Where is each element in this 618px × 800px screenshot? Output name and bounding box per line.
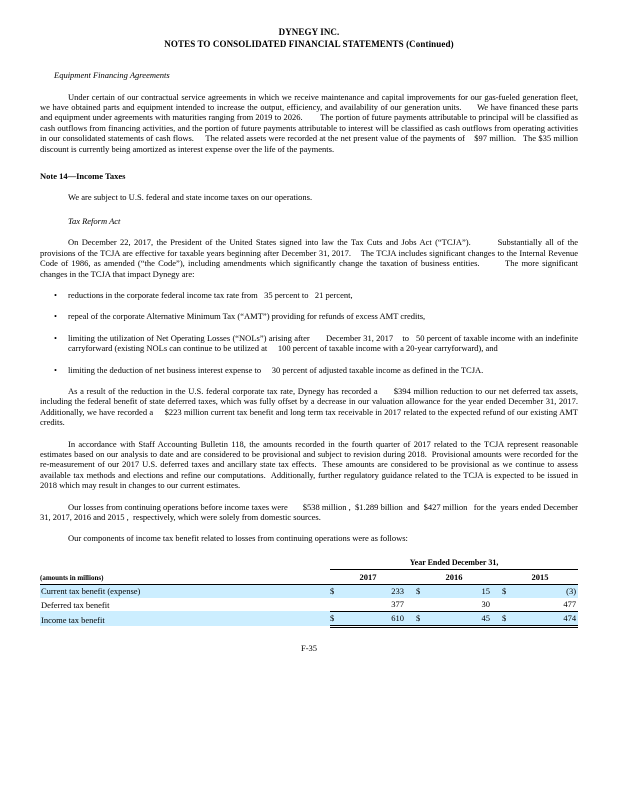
document-header — [40, 26, 578, 50]
table-group-header: Year Ended December 31, — [330, 557, 578, 570]
list-item — [54, 365, 578, 375]
bullet-icon: • — [54, 364, 57, 375]
table-spacer — [492, 611, 502, 626]
table-spacer — [492, 570, 502, 585]
paragraph-equipment-financing: Under certain of our contractual service agreements in which we receive maintenance and capital improvements for our gas-fueled generation fleet, we have obtained parts and equipment intended to increase the output, efficiency, and availability of our generation units. We have financed these parts and equipment under agreements with maturities ranging from 2019 to 2026. The portion of future payments attributable to principal will be classified as cash outflows from financing activities, and the portion of future payments attributable to interest will be classified as cash outflows from operating activities in our consolidated statements of cash flows. The related assets were recorded at the net present value of the payments of $97 million. The $35 million discount is currently being amortized as interest expense over the life of the payments. — [40, 91, 581, 154]
table-spacer — [406, 598, 416, 612]
currency-symbol: $ — [502, 584, 514, 598]
table-row-current-tax-benefit — [40, 584, 578, 598]
paragraph-rate-reduction-result: As a result of the reduction in the U.S. federal corporate tax rate, Dynegy has recorded a $394 million reduction to our net deferred tax assets, including the federal benefit of state deferred taxes, which was fully offset by a decrease in our valuation allowance for the year ended December 31, 2017. Additionally, we have recorded a $223 million current tax benefit and long term tax receivable in 2017 related to the expected refund of our existing AMT credits. — [40, 386, 581, 428]
table-spacer — [322, 557, 330, 570]
column-header-2015: 2015 — [502, 570, 578, 585]
table-spacer — [322, 570, 330, 585]
table-spacer — [406, 611, 416, 626]
income-tax-benefit-table — [40, 557, 578, 628]
bullet-icon: • — [54, 311, 57, 322]
table-spacer — [492, 584, 502, 598]
paragraph-components-intro: Our components of income tax benefit related to losses from continuing operations were as follows: — [68, 533, 408, 544]
table-spacer — [322, 611, 330, 626]
currency-symbol: $ — [330, 611, 342, 626]
list-item — [54, 332, 581, 354]
row-label: Deferred tax benefit — [41, 599, 110, 610]
table-spacer — [406, 570, 416, 585]
empty-cell — [502, 598, 514, 612]
table-spacer — [492, 598, 502, 612]
page-number: F-35 — [300, 642, 318, 653]
table-spacer — [322, 598, 330, 612]
cell-value: 610 — [342, 611, 406, 626]
company-name: DYNEGY INC. — [278, 27, 340, 37]
cell-value: 233 — [342, 584, 406, 598]
list-item — [54, 311, 578, 321]
table-group-header-row — [40, 557, 578, 570]
paragraph-sab-118: In accordance with Staff Accounting Bulletin 118, the amounts recorded in the fourth quarter of 2017 related to the TCJA represent reasonable estimates based on our analysis to date and are considered to be provisional and subject to revision during 2018. Provisional amounts were recorded for the re-measurement of our 2017 U.S. deferred taxes and ancillary state tax effects. These amounts are considered to be provisional as we continue to assess available tax methods and elections and refine our computations. Additionally, further regulatory guidance related to the TCJA is expected to be issued in 2018 which may result in changes to our current estimates. — [40, 438, 581, 491]
cell-value: 377 — [391, 599, 404, 610]
bullet-icon: • — [54, 289, 57, 300]
amounts-in-millions-label: (amounts in millions) — [40, 570, 322, 585]
empty-cell — [416, 598, 428, 612]
currency-symbol: $ — [416, 611, 428, 626]
paragraph-losses: Our losses from continuing operations before income taxes were $538 million , $1.289 billion and $427 million for the years ended December 31, 2017, 2016 and 2015 , respectively, which were solely from domestic sources. — [40, 501, 581, 523]
cell-value: 15 — [428, 584, 492, 598]
currency-symbol: $ — [502, 611, 514, 626]
cell-value: (3) — [514, 584, 578, 598]
paragraph-note14-intro: We are subject to U.S. federal and state income taxes on our operations. — [68, 192, 313, 203]
bullet-text-tax-rate: reductions in the corporate federal income tax rate from 35 percent to 21 percent, — [68, 289, 353, 300]
bullet-text-nol-limit: limiting the utilization of Net Operating Losses (“NOLs”) arising after December 31, 2017 to 50 percent of taxable income with an indefinite carryforward (existing NOLs can continue to be utilized at 100 percent of taxable income with a 20-year carryforward), and — [68, 332, 581, 354]
section-heading-note14-income-taxes: Note 14—Income Taxes — [40, 170, 126, 181]
section-heading-tax-reform-act: Tax Reform Act — [68, 215, 121, 226]
currency-symbol: $ — [330, 584, 342, 598]
column-header-2016: 2016 — [416, 570, 492, 585]
paragraph-tax-reform: On December 22, 2017, the President of the United States signed into law the Tax Cuts and Jobs Act (“TCJA”). Substantially all of the provisions of the TCJA are effective for taxable years beginning after December 31, 2017. The TCJA includes significant changes to the Internal Revenue Code of 1986, as amended (“the Code”), including amendments which significantly change the taxation of business entities. The more significant changes in the TCJA that impact Dynegy are: — [40, 237, 581, 279]
table-spacer — [406, 584, 416, 598]
table-row-income-tax-benefit-total — [40, 611, 578, 626]
bullet-icon: • — [54, 332, 57, 343]
cell-value: 477 — [563, 599, 577, 610]
empty-cell — [330, 598, 342, 612]
row-label: Income tax benefit — [40, 611, 322, 626]
section-heading-equipment-financing: Equipment Financing Agreements — [54, 70, 170, 80]
column-header-2017: 2017 — [330, 570, 406, 585]
cell-value: 30 — [481, 599, 490, 610]
table-row-deferred-tax-benefit — [40, 598, 578, 612]
currency-symbol: $ — [416, 584, 428, 598]
document-title: NOTES TO CONSOLIDATED FINANCIAL STATEMENTS (Continued) — [164, 39, 454, 49]
bullet-text-interest-limit: limiting the deduction of net business interest expense to 30 percent of adjusted taxable income as defined in the TCJA. — [68, 364, 484, 375]
cell-value: 45 — [428, 611, 492, 626]
table-spacer — [322, 584, 330, 598]
row-label: Current tax benefit (expense) — [40, 584, 322, 598]
bullet-text-amt-repeal: repeal of the corporate Alternative Minimum Tax (“AMT”) providing for refunds of excess AMT credits, — [68, 311, 426, 322]
cell-value: 474 — [514, 611, 578, 626]
tcja-changes-list — [40, 289, 581, 375]
list-item — [54, 290, 578, 300]
table-years-row — [40, 570, 578, 585]
table-spacer — [40, 557, 322, 570]
